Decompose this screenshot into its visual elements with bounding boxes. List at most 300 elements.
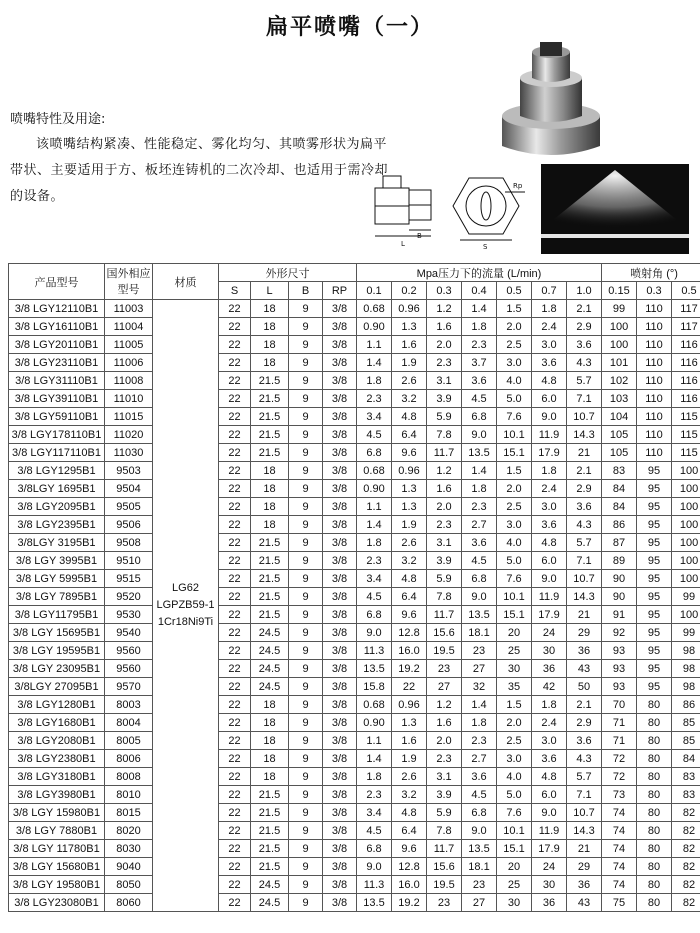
value-cell: 5.9: [427, 570, 462, 588]
value-cell: 23: [462, 642, 497, 660]
value-cell: 18: [251, 354, 289, 372]
value-cell: 117: [672, 300, 700, 318]
table-row: [9, 372, 700, 390]
value-cell: 21.5: [251, 570, 289, 588]
value-cell: 27: [427, 678, 462, 696]
value-cell: 110: [637, 318, 672, 336]
value-cell: 21.5: [251, 372, 289, 390]
value-cell: 22: [219, 570, 251, 588]
value-cell: 80: [637, 714, 672, 732]
value-cell: 0.68: [357, 300, 392, 318]
value-cell: 99: [602, 300, 637, 318]
value-cell: 9: [289, 516, 323, 534]
value-cell: 70: [602, 696, 637, 714]
value-cell: 30: [497, 660, 532, 678]
value-cell: 100: [672, 552, 700, 570]
value-cell: 1.6: [392, 336, 427, 354]
value-cell: 18: [251, 498, 289, 516]
value-cell: 80: [637, 750, 672, 768]
value-cell: 3/8: [323, 444, 357, 462]
value-cell: 4.5: [357, 426, 392, 444]
value-cell: 101: [602, 354, 637, 372]
value-cell: 2.0: [497, 714, 532, 732]
value-cell: 3.6: [532, 750, 567, 768]
value-cell: 1.8: [532, 300, 567, 318]
value-cell: 80: [637, 732, 672, 750]
value-cell: 2.5: [497, 498, 532, 516]
value-cell: 100: [672, 480, 700, 498]
intl-model-cell: 8006: [105, 750, 153, 768]
model-cell: 3/8 LGY2380B1: [9, 750, 105, 768]
value-cell: 4.8: [532, 534, 567, 552]
value-cell: 7.6: [497, 804, 532, 822]
value-cell: 9.6: [392, 444, 427, 462]
value-cell: 24.5: [251, 894, 289, 912]
value-cell: 18: [251, 480, 289, 498]
intl-model-cell: 8003: [105, 696, 153, 714]
value-cell: 3/8: [323, 552, 357, 570]
value-cell: 22: [219, 408, 251, 426]
value-cell: 1.3: [392, 480, 427, 498]
value-cell: 36: [532, 894, 567, 912]
value-cell: 3.0: [497, 750, 532, 768]
value-cell: 12.8: [392, 624, 427, 642]
value-cell: 9: [289, 336, 323, 354]
value-cell: 15.1: [497, 444, 532, 462]
model-cell: 3/8 LGY 15980B1: [9, 804, 105, 822]
value-cell: 9: [289, 840, 323, 858]
value-cell: 82: [672, 894, 700, 912]
value-cell: 1.9: [392, 354, 427, 372]
value-cell: 9: [289, 624, 323, 642]
table-row: [9, 318, 700, 336]
value-cell: 2.4: [532, 318, 567, 336]
value-cell: 95: [637, 642, 672, 660]
value-cell: 13.5: [462, 606, 497, 624]
value-cell: 3.6: [567, 732, 602, 750]
value-cell: 22: [219, 480, 251, 498]
value-cell: 93: [602, 678, 637, 696]
value-cell: 74: [602, 858, 637, 876]
value-cell: 7.8: [427, 426, 462, 444]
table-row: [9, 858, 700, 876]
value-cell: 85: [672, 714, 700, 732]
value-cell: 5.0: [497, 390, 532, 408]
value-cell: 3.6: [462, 534, 497, 552]
value-cell: 99: [672, 588, 700, 606]
value-cell: 35: [497, 678, 532, 696]
value-cell: 98: [672, 660, 700, 678]
value-cell: 9: [289, 606, 323, 624]
value-cell: 22: [219, 462, 251, 480]
value-cell: 85: [672, 732, 700, 750]
value-cell: 3/8: [323, 678, 357, 696]
table-row: [9, 732, 700, 750]
value-cell: 82: [672, 840, 700, 858]
value-cell: 71: [602, 732, 637, 750]
intl-model-cell: 11010: [105, 390, 153, 408]
subheader-cell: 0.1: [357, 282, 392, 300]
value-cell: 9: [289, 786, 323, 804]
value-cell: 3/8: [323, 318, 357, 336]
value-cell: 3/8: [323, 570, 357, 588]
value-cell: 36: [567, 876, 602, 894]
value-cell: 0.96: [392, 696, 427, 714]
value-cell: 1.9: [392, 750, 427, 768]
table-row: [9, 354, 700, 372]
value-cell: 7.8: [427, 588, 462, 606]
value-cell: 0.96: [392, 462, 427, 480]
value-cell: 3.0: [497, 354, 532, 372]
value-cell: 4.8: [532, 372, 567, 390]
value-cell: 7.6: [497, 408, 532, 426]
value-cell: 21.5: [251, 408, 289, 426]
value-cell: 22: [219, 534, 251, 552]
value-cell: 10.1: [497, 588, 532, 606]
value-cell: 3/8: [323, 858, 357, 876]
value-cell: 100: [672, 516, 700, 534]
table-row: [9, 768, 700, 786]
value-cell: 22: [219, 876, 251, 894]
value-cell: 0.90: [357, 714, 392, 732]
value-cell: 83: [672, 786, 700, 804]
material-line: LGPZB59-1: [156, 599, 215, 611]
table-row: [9, 498, 700, 516]
model-cell: 3/8 LGY 5995B1: [9, 570, 105, 588]
model-cell: 3/8 LGY23080B1: [9, 894, 105, 912]
intl-model-cell: 8004: [105, 714, 153, 732]
table-row: [9, 516, 700, 534]
table-row: [9, 336, 700, 354]
value-cell: 1.3: [392, 714, 427, 732]
value-cell: 3/8: [323, 732, 357, 750]
value-cell: 0.90: [357, 480, 392, 498]
value-cell: 5.7: [567, 768, 602, 786]
value-cell: 17.9: [532, 606, 567, 624]
value-cell: 9: [289, 372, 323, 390]
header-intl-model: 国外相应型号: [105, 264, 153, 300]
value-cell: 3/8: [323, 354, 357, 372]
value-cell: 74: [602, 804, 637, 822]
value-cell: 15.1: [497, 840, 532, 858]
value-cell: 22: [219, 516, 251, 534]
value-cell: 110: [637, 336, 672, 354]
value-cell: 1.1: [357, 498, 392, 516]
value-cell: 95: [637, 606, 672, 624]
value-cell: 3/8: [323, 840, 357, 858]
value-cell: 84: [602, 480, 637, 498]
material-line: 1Cr18Ni9Ti: [157, 616, 214, 628]
value-cell: 1.8: [532, 462, 567, 480]
value-cell: 18: [251, 462, 289, 480]
value-cell: 3/8: [323, 372, 357, 390]
value-cell: 22: [219, 678, 251, 696]
model-cell: 3/8 LGY 3995B1: [9, 552, 105, 570]
model-cell: 3/8 LGY23110B1: [9, 354, 105, 372]
value-cell: 11.9: [532, 822, 567, 840]
model-cell: 3/8 LGY1295B1: [9, 462, 105, 480]
value-cell: 4.5: [462, 390, 497, 408]
value-cell: 91: [602, 606, 637, 624]
intl-model-cell: 9540: [105, 624, 153, 642]
value-cell: 98: [672, 678, 700, 696]
value-cell: 2.3: [462, 498, 497, 516]
value-cell: 2.0: [427, 498, 462, 516]
dim-rp-label: Rp: [513, 182, 523, 190]
value-cell: 93: [602, 660, 637, 678]
value-cell: 9: [289, 300, 323, 318]
model-cell: 3/8 LGY 11780B1: [9, 840, 105, 858]
model-cell: 3/8 LGY12110B1: [9, 300, 105, 318]
subheader-cell: S: [219, 282, 251, 300]
value-cell: 4.3: [567, 354, 602, 372]
value-cell: 3.4: [357, 408, 392, 426]
table-row: [9, 750, 700, 768]
value-cell: 84: [672, 750, 700, 768]
value-cell: 15.6: [427, 624, 462, 642]
value-cell: 9: [289, 642, 323, 660]
value-cell: 22: [219, 750, 251, 768]
value-cell: 22: [219, 642, 251, 660]
value-cell: 1.3: [392, 498, 427, 516]
intl-model-cell: 11006: [105, 354, 153, 372]
value-cell: 80: [637, 768, 672, 786]
value-cell: 2.6: [392, 534, 427, 552]
table-row: [9, 714, 700, 732]
value-cell: 50: [567, 678, 602, 696]
dim-l-label: L: [401, 240, 405, 248]
value-cell: 21.5: [251, 606, 289, 624]
value-cell: 18: [251, 300, 289, 318]
value-cell: 1.2: [427, 696, 462, 714]
value-cell: 18: [251, 768, 289, 786]
value-cell: 4.5: [462, 786, 497, 804]
value-cell: 21.5: [251, 858, 289, 876]
model-cell: 3/8 LGY117110B1: [9, 444, 105, 462]
value-cell: 0.90: [357, 318, 392, 336]
value-cell: 4.0: [497, 534, 532, 552]
intl-model-cell: 9515: [105, 570, 153, 588]
value-cell: 83: [672, 768, 700, 786]
value-cell: 3.9: [427, 390, 462, 408]
value-cell: 1.6: [427, 480, 462, 498]
value-cell: 1.2: [427, 300, 462, 318]
value-cell: 4.0: [497, 768, 532, 786]
spray-pattern-photo: [541, 164, 689, 254]
intl-model-cell: 11020: [105, 426, 153, 444]
value-cell: 1.8: [462, 318, 497, 336]
intl-model-cell: 8005: [105, 732, 153, 750]
value-cell: 2.5: [497, 336, 532, 354]
value-cell: 3.7: [462, 354, 497, 372]
value-cell: 9.0: [357, 858, 392, 876]
value-cell: 9.0: [532, 408, 567, 426]
table-row: [9, 480, 700, 498]
value-cell: 3.1: [427, 372, 462, 390]
value-cell: 80: [637, 696, 672, 714]
value-cell: 21.5: [251, 588, 289, 606]
value-cell: 24: [532, 624, 567, 642]
value-cell: 1.6: [392, 732, 427, 750]
value-cell: 42: [532, 678, 567, 696]
value-cell: 3/8: [323, 768, 357, 786]
value-cell: 18: [251, 516, 289, 534]
value-cell: 1.4: [462, 696, 497, 714]
model-cell: 3/8 LGY178110B1: [9, 426, 105, 444]
value-cell: 4.0: [497, 372, 532, 390]
model-cell: 3/8 LGY1280B1: [9, 696, 105, 714]
value-cell: 75: [602, 894, 637, 912]
value-cell: 6.8: [357, 606, 392, 624]
intl-model-cell: 8008: [105, 768, 153, 786]
table-row: [9, 840, 700, 858]
features-heading: 喷嘴特性及用途:: [10, 112, 106, 127]
table-row: [9, 606, 700, 624]
value-cell: 21.5: [251, 840, 289, 858]
value-cell: 117: [672, 318, 700, 336]
value-cell: 6.4: [392, 588, 427, 606]
value-cell: 0.68: [357, 696, 392, 714]
value-cell: 3.0: [532, 336, 567, 354]
value-cell: 3.2: [392, 552, 427, 570]
model-cell: 3/8 LGY39110B1: [9, 390, 105, 408]
subheader-cell: RP: [323, 282, 357, 300]
value-cell: 6.8: [357, 444, 392, 462]
value-cell: 5.9: [427, 804, 462, 822]
value-cell: 22: [219, 588, 251, 606]
value-cell: 2.1: [567, 696, 602, 714]
value-cell: 95: [637, 516, 672, 534]
intl-model-cell: 9560: [105, 660, 153, 678]
value-cell: 9.0: [532, 804, 567, 822]
value-cell: 10.1: [497, 822, 532, 840]
value-cell: 18.1: [462, 624, 497, 642]
value-cell: 95: [637, 678, 672, 696]
intl-model-cell: 9506: [105, 516, 153, 534]
value-cell: 9.6: [392, 840, 427, 858]
value-cell: 15.1: [497, 606, 532, 624]
value-cell: 36: [567, 642, 602, 660]
value-cell: 9.0: [462, 588, 497, 606]
value-cell: 2.3: [462, 732, 497, 750]
value-cell: 100: [602, 336, 637, 354]
table-row: [9, 660, 700, 678]
table-row: [9, 462, 700, 480]
value-cell: 3/8: [323, 660, 357, 678]
value-cell: 2.0: [497, 318, 532, 336]
model-cell: 3/8 LGY 15680B1: [9, 858, 105, 876]
value-cell: 86: [602, 516, 637, 534]
table-row: [9, 534, 700, 552]
value-cell: 3.6: [462, 372, 497, 390]
value-cell: 24.5: [251, 660, 289, 678]
model-cell: 3/8 LGY59110B1: [9, 408, 105, 426]
value-cell: 98: [672, 642, 700, 660]
value-cell: 3/8: [323, 714, 357, 732]
value-cell: 3.1: [427, 534, 462, 552]
value-cell: 93: [602, 642, 637, 660]
value-cell: 82: [672, 876, 700, 894]
model-cell: 3/8 LGY20110B1: [9, 336, 105, 354]
subheader-cell: 0.4: [462, 282, 497, 300]
value-cell: 9: [289, 696, 323, 714]
value-cell: 4.8: [392, 570, 427, 588]
header-flow: Mpa压力下的流量 (L/min): [357, 264, 602, 282]
value-cell: 102: [602, 372, 637, 390]
value-cell: 23: [427, 660, 462, 678]
value-cell: 7.8: [427, 822, 462, 840]
value-cell: 4.8: [392, 408, 427, 426]
value-cell: 110: [637, 426, 672, 444]
value-cell: 90: [602, 570, 637, 588]
value-cell: 7.1: [567, 552, 602, 570]
value-cell: 5.9: [427, 408, 462, 426]
value-cell: 18: [251, 336, 289, 354]
table-row: [9, 408, 700, 426]
value-cell: 3/8: [323, 516, 357, 534]
value-cell: 16.0: [392, 642, 427, 660]
value-cell: 17.9: [532, 840, 567, 858]
value-cell: 80: [637, 840, 672, 858]
value-cell: 22: [219, 660, 251, 678]
model-cell: 3/8 LGY 23095B1: [9, 660, 105, 678]
subheader-cell: 0.5: [497, 282, 532, 300]
table-row: [9, 624, 700, 642]
value-cell: 30: [532, 642, 567, 660]
value-cell: 95: [637, 480, 672, 498]
table-row: [9, 876, 700, 894]
value-cell: 9: [289, 876, 323, 894]
value-cell: 30: [497, 894, 532, 912]
value-cell: 3/8: [323, 588, 357, 606]
intl-model-cell: 11005: [105, 336, 153, 354]
value-cell: 116: [672, 336, 700, 354]
value-cell: 36: [532, 660, 567, 678]
value-cell: 3.6: [462, 768, 497, 786]
value-cell: 110: [637, 300, 672, 318]
value-cell: 2.6: [392, 372, 427, 390]
value-cell: 22: [219, 804, 251, 822]
value-cell: 100: [672, 462, 700, 480]
value-cell: 95: [637, 462, 672, 480]
dim-b-label: B: [417, 232, 422, 240]
intl-model-cell: 11003: [105, 300, 153, 318]
model-cell: 3/8 LGY 15695B1: [9, 624, 105, 642]
value-cell: 1.1: [357, 336, 392, 354]
value-cell: 21: [567, 840, 602, 858]
value-cell: 15.8: [357, 678, 392, 696]
value-cell: 100: [672, 534, 700, 552]
value-cell: 13.5: [462, 444, 497, 462]
value-cell: 21: [567, 444, 602, 462]
value-cell: 11.7: [427, 444, 462, 462]
subheader-cell: 0.7: [532, 282, 567, 300]
value-cell: 22: [219, 318, 251, 336]
value-cell: 11.9: [532, 588, 567, 606]
table-row: [9, 570, 700, 588]
intl-model-cell: 8010: [105, 786, 153, 804]
value-cell: 3/8: [323, 390, 357, 408]
value-cell: 22: [219, 444, 251, 462]
value-cell: 3/8: [323, 426, 357, 444]
value-cell: 116: [672, 372, 700, 390]
value-cell: 22: [219, 786, 251, 804]
value-cell: 6.8: [462, 408, 497, 426]
value-cell: 32: [462, 678, 497, 696]
value-cell: 9: [289, 426, 323, 444]
model-cell: 3/8 LGY31110B1: [9, 372, 105, 390]
value-cell: 72: [602, 768, 637, 786]
